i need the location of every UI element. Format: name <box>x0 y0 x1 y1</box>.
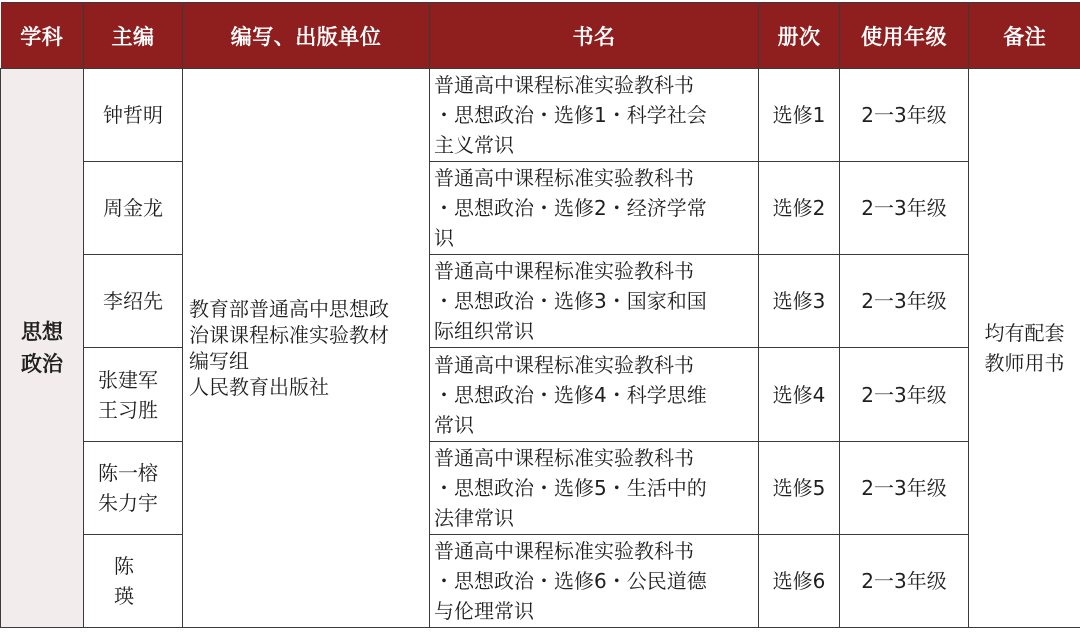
book-title-line: 与伦理常识 <box>434 596 756 626</box>
book-title-line: 法律常识 <box>434 503 756 533</box>
editor-cell <box>84 441 183 534</box>
volume-cell: 选修1 <box>759 69 840 162</box>
subject-line: 思想 <box>7 316 77 348</box>
publisher-cell <box>183 69 430 628</box>
publisher-line: 人民教育出版社 <box>189 374 423 400</box>
editor-cell <box>84 534 183 627</box>
book-title-line: ・思想政治・选修1・科学社会 <box>434 100 756 130</box>
volume-cell: 选修3 <box>759 255 840 348</box>
table-row <box>1 255 1080 348</box>
book-title-line: 普通高中课程标准实验教科书 <box>434 443 756 473</box>
editor-cell <box>84 255 183 348</box>
editor-name: 朱力宇 <box>98 488 176 518</box>
editor-name: 张建军 <box>98 365 176 395</box>
book-title-cell <box>430 255 759 348</box>
editor-cell <box>84 69 183 162</box>
book-title-line: 普通高中课程标准实验教科书 <box>434 536 756 566</box>
table-row <box>1 348 1080 441</box>
editor-cell <box>84 162 183 255</box>
book-title-line: ・思想政治・选修2・经济学常 <box>434 193 756 223</box>
grade-cell: 2一3年级 <box>840 255 969 348</box>
book-title-line: 常识 <box>434 410 756 440</box>
grade-cell: 2一3年级 <box>840 162 969 255</box>
book-title-line: 普通高中课程标准实验教科书 <box>434 70 756 100</box>
volume-cell: 选修4 <box>759 348 840 441</box>
table-row <box>1 534 1080 627</box>
book-title-line: 普通高中课程标准实验教科书 <box>434 163 756 193</box>
volume-cell: 选修2 <box>759 162 840 255</box>
header-row <box>1 3 1080 69</box>
publisher-line: 编写组 <box>189 348 423 374</box>
editor-cell <box>84 348 183 441</box>
header-publisher: 编写、出版单位 <box>183 3 430 69</box>
note-line: 教师用书 <box>975 348 1074 378</box>
note-line: 均有配套 <box>975 318 1074 348</box>
editor-name: 钟哲明 <box>90 100 176 130</box>
editor-name: 周金龙 <box>90 193 176 223</box>
note-cell <box>969 69 1080 628</box>
book-title-line: ・思想政治・选修6・公民道德 <box>434 566 756 596</box>
grade-cell: 2一3年级 <box>840 441 969 534</box>
editor-name: 陈一榕 <box>98 458 176 488</box>
header-volume: 册次 <box>759 3 840 69</box>
editor-name: 陈瑛 <box>90 551 176 611</box>
header-note: 备注 <box>969 3 1080 69</box>
subject-cell <box>1 69 84 628</box>
subject-line: 政治 <box>7 348 77 380</box>
book-title-line: ・思想政治・选修4・科学思维 <box>434 380 756 410</box>
editor-name: 李绍先 <box>90 286 176 316</box>
book-title-cell <box>430 162 759 255</box>
table-row <box>1 441 1080 534</box>
volume-cell: 选修6 <box>759 534 840 627</box>
grade-cell: 2一3年级 <box>840 69 969 162</box>
volume-cell: 选修5 <box>759 441 840 534</box>
book-title-line: 普通高中课程标准实验教科书 <box>434 350 756 380</box>
table-row <box>1 162 1080 255</box>
book-title-cell <box>430 69 759 162</box>
book-title-line: 主义常识 <box>434 130 756 160</box>
header-book-title: 书名 <box>430 3 759 69</box>
book-title-line: 际组织常识 <box>434 316 756 346</box>
table-row <box>1 69 1080 162</box>
publisher-line: 治课课程标准实验教材 <box>189 322 423 348</box>
grade-cell: 2一3年级 <box>840 348 969 441</box>
book-title-cell <box>430 348 759 441</box>
book-title-line: ・思想政治・选修3・国家和国 <box>434 286 756 316</box>
header-editor: 主编 <box>84 3 183 69</box>
header-subject: 学科 <box>1 3 84 69</box>
book-title-cell <box>430 534 759 627</box>
publisher-line: 教育部普通高中思想政 <box>189 296 423 322</box>
book-title-line: ・思想政治・选修5・生活中的 <box>434 473 756 503</box>
header-grade: 使用年级 <box>840 3 969 69</box>
book-title-line: 普通高中课程标准实验教科书 <box>434 256 756 286</box>
book-title-cell <box>430 441 759 534</box>
editor-name: 王习胜 <box>98 395 176 425</box>
book-title-line: 识 <box>434 223 756 253</box>
page <box>0 2 1080 632</box>
textbook-catalog-table <box>0 2 1080 628</box>
grade-cell: 2一3年级 <box>840 534 969 627</box>
